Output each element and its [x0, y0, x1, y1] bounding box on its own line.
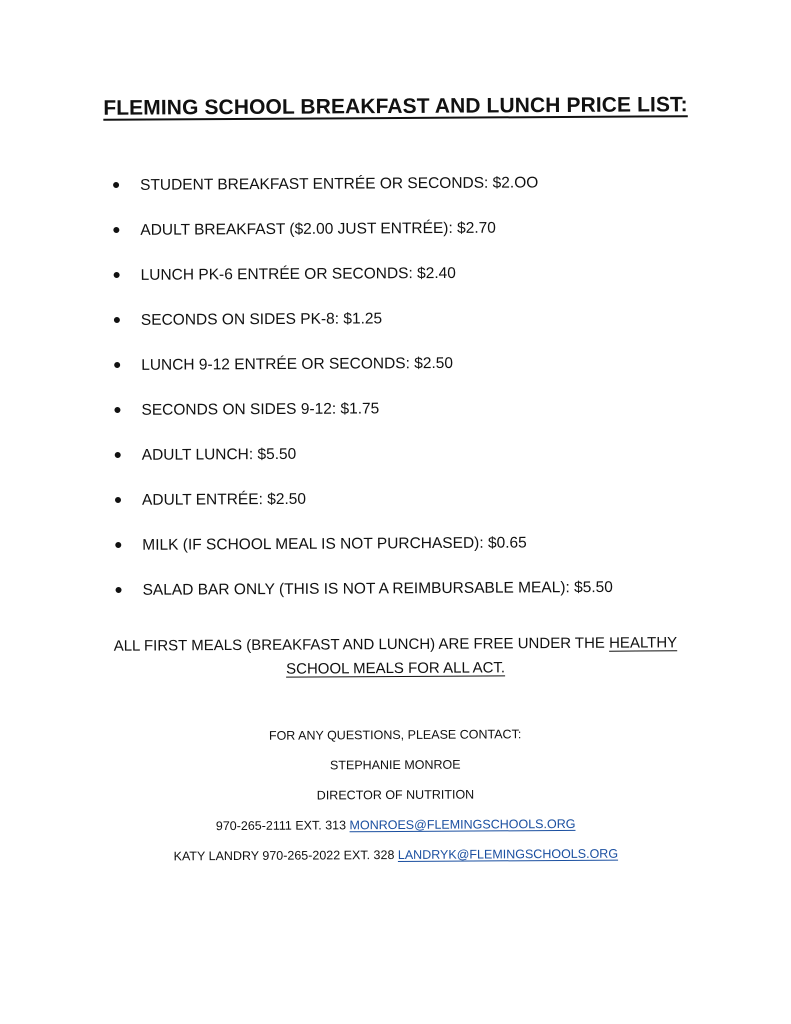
bullet-icon	[114, 362, 120, 368]
contact-heading: FOR ANY QUESTIONS, PLEASE CONTACT:	[268, 727, 522, 743]
price-item-sides-912	[111, 394, 612, 442]
bullet-icon	[115, 452, 121, 458]
contact-block	[0, 722, 791, 877]
price-item-adult-breakfast	[110, 214, 611, 262]
page-title	[0, 93, 791, 122]
bullet-icon	[115, 497, 121, 503]
price-item-text: STUDENT BREAKFAST ENTRÉE OR SECONDS: $2.OO	[140, 174, 539, 194]
contact-name: STEPHANIE MONROE	[329, 757, 461, 773]
price-item-lunch-pk6	[111, 259, 612, 307]
bullet-icon	[115, 542, 121, 548]
price-item-adult-entree	[112, 484, 613, 532]
price-item-adult-lunch	[112, 439, 613, 487]
price-item-student-breakfast	[110, 169, 611, 217]
price-list	[110, 169, 613, 622]
contact-phone-landry: KATY LANDRY 970-265-2022 EXT. 328	[173, 848, 395, 864]
bullet-icon	[113, 182, 119, 188]
price-item-text: LUNCH PK-6 ENTRÉE OR SECONDS: $2.40	[140, 264, 456, 284]
bullet-icon	[114, 317, 120, 323]
healthy-school-meals-act: HEALTHY SCHOOL MEALS FOR ALL ACT.	[286, 634, 678, 678]
price-item-text: SECONDS ON SIDES 9-12: $1.75	[141, 400, 380, 419]
bullet-icon	[113, 227, 119, 233]
free-meals-note-text: ALL FIRST MEALS (BREAKFAST AND LUNCH) ARE FREE UNDER THE	[113, 634, 610, 655]
price-item-text: SECONDS ON SIDES PK-8: $1.25	[140, 310, 383, 329]
bullet-icon	[114, 272, 120, 278]
price-item-milk	[112, 529, 613, 577]
contact-phone-monroe: 970-265-2111 EXT. 313	[215, 818, 347, 834]
price-item-salad-bar	[112, 574, 613, 622]
price-item-sides-pk8	[111, 304, 612, 352]
free-meals-note	[90, 631, 701, 683]
price-item-text: ADULT BREAKFAST ($2.00 JUST ENTRÉE): $2.70	[140, 219, 496, 239]
page-title-text: FLEMING SCHOOL BREAKFAST AND LUNCH PRICE LIST:	[103, 93, 688, 120]
price-item-text: MILK (IF SCHOOL MEAL IS NOT PURCHASED): $0.65	[142, 534, 527, 554]
price-item-text: SALAD BAR ONLY (THIS IS NOT A REIMBURSABLE MEAL): $5.50	[142, 578, 613, 599]
bullet-icon	[114, 407, 120, 413]
price-item-text: ADULT LUNCH: $5.50	[141, 445, 297, 464]
price-item-lunch-912	[111, 349, 612, 397]
price-item-text: ADULT ENTRÉE: $2.50	[141, 490, 307, 509]
email-link-landry[interactable]: LANDRYK@FLEMINGSCHOOLS.ORG	[397, 846, 619, 862]
bullet-icon	[116, 587, 122, 593]
contact-line-monroe	[0, 812, 791, 847]
email-link-monroe[interactable]: MONROES@FLEMINGSCHOOLS.ORG	[349, 816, 576, 833]
price-item-text: LUNCH 9-12 ENTRÉE OR SECONDS: $2.50	[141, 354, 454, 374]
contact-line-landry	[0, 842, 791, 877]
contact-role: DIRECTOR OF NUTRITION	[316, 787, 475, 803]
